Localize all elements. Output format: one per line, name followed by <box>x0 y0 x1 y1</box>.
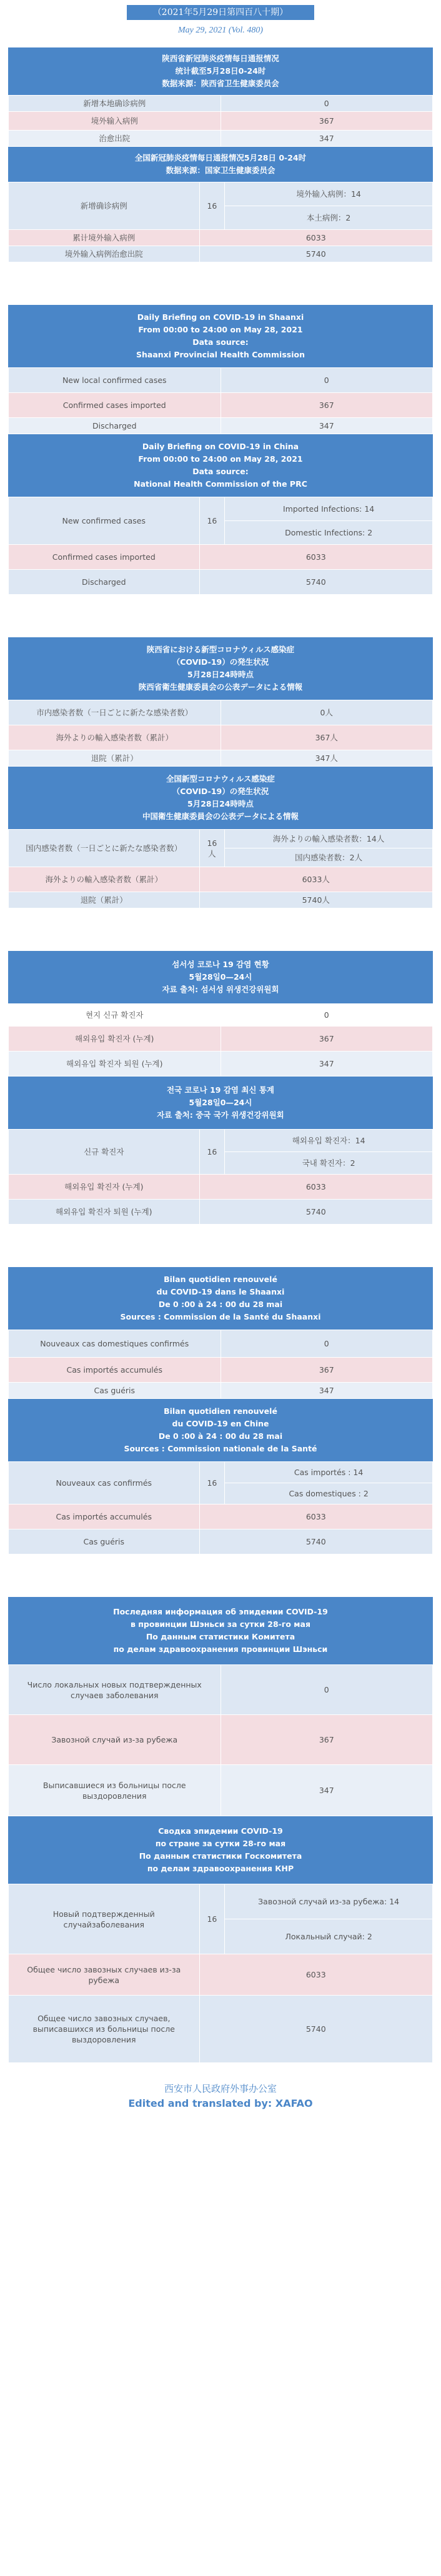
header-line: 数据来源：国家卫生健康委员会 <box>166 166 275 175</box>
domestic-infections: 국내 확진자：2 <box>225 1152 433 1175</box>
briefing-group-zh <box>8 47 433 262</box>
china-stats-table <box>8 829 433 908</box>
header-line: Sources : Commission de la Santé du Shaanxi <box>120 1312 321 1321</box>
row-value: 347 <box>220 131 433 147</box>
row-label: 新增本地确诊病例 <box>9 96 221 112</box>
row-label: 海外よりの輸入感染者数（累計） <box>9 725 221 750</box>
row-value: 367 <box>220 1358 433 1383</box>
new-cases-label: 国内感染者数（一日ごとに新たな感染者数） <box>9 830 200 867</box>
table-row <box>9 725 433 750</box>
row-value: 0人 <box>220 700 433 725</box>
header-line: 全国新型コロナウィルス感染症 <box>166 774 275 783</box>
table-row <box>9 393 433 418</box>
header-line: Sources : Commission nationale de la Santé <box>124 1444 317 1453</box>
imported-infections: Cas importés : 14 <box>225 1462 433 1483</box>
header-line: 陝西省における新型コロナウィルス感染症 <box>146 645 295 654</box>
table-row <box>9 1383 433 1399</box>
new-cases-label: New confirmed cases <box>9 497 200 545</box>
row-label: Discharged <box>9 570 200 595</box>
briefing-group-ru <box>8 1597 433 2063</box>
imported-infections: 海外よりの輸入感染者数：14人 <box>225 830 433 848</box>
shaanxi-stats-table <box>8 700 433 767</box>
row-label: Выписавшиеся из больницы после выздоровления <box>9 1765 221 1816</box>
row-value: 347 <box>220 1383 433 1399</box>
shaanxi-stats-table <box>8 1664 433 1816</box>
shaanxi-briefing-header <box>8 1267 433 1330</box>
china-stats-table <box>8 1884 433 2063</box>
header-line: （COVID-19）の発生状況 <box>172 787 269 796</box>
china-stats-table <box>8 1129 433 1225</box>
imported-infections: 境外输入病例：14 <box>225 182 433 206</box>
domestic-infections: Локальный случай: 2 <box>225 1919 433 1954</box>
table-row <box>9 830 433 848</box>
shaanxi-stats-table <box>8 1003 433 1077</box>
row-value: 367 <box>220 112 433 131</box>
table-row <box>9 1715 433 1765</box>
table-row <box>9 1884 433 1919</box>
header-line: по делам здравоохранения КНР <box>147 1864 294 1873</box>
table-row <box>9 246 433 262</box>
china-briefing-header <box>8 767 433 829</box>
header-line: по стране за сутки 28-го мая <box>155 1839 286 1848</box>
header-line: Shaanxi Provincial Health Commission <box>136 350 305 359</box>
new-cases-total: 16人 <box>199 830 225 867</box>
row-label: 해외유입 확진자 (누계) <box>9 1175 200 1200</box>
row-value: 6033 <box>199 1175 432 1200</box>
row-value: 367 <box>220 1027 433 1052</box>
header-line: Последняя информация об эпидемии COVID-19 <box>113 1607 328 1616</box>
new-cases-total: 16 <box>199 497 225 545</box>
table-row <box>9 1665 433 1715</box>
row-label: Общее число завозных случаев, выписавшихся из больницы после выздоровления <box>9 1996 200 2063</box>
row-label: 해외유입 확진자 퇴원 (누계) <box>9 1052 221 1077</box>
header-line: 5月28日24時時点 <box>187 799 254 808</box>
header-line: （COVID-19）の発生状況 <box>172 657 269 667</box>
table-row <box>9 112 433 131</box>
china-stats-table <box>8 497 433 595</box>
shaanxi-briefing-header <box>8 637 433 700</box>
header-line: Data source: <box>192 337 249 347</box>
row-label: 退院（累計） <box>9 750 221 767</box>
domestic-infections: 本土病例：2 <box>225 206 433 230</box>
row-label: 해외유입 확진자 퇴원 (누계) <box>9 1200 200 1225</box>
row-value: 6033 <box>199 230 432 246</box>
header-line: 자료 출처: 중국 국가 위생건강위원회 <box>157 1110 284 1120</box>
new-cases-label: 신규 확진자 <box>9 1130 200 1175</box>
new-cases-label: 新增确诊病例 <box>9 182 200 230</box>
domestic-infections: Domestic Infections: 2 <box>225 521 433 545</box>
table-row <box>9 1052 433 1077</box>
new-cases-label: Новый подтвержденный случайзаболевания <box>9 1884 200 1954</box>
shaanxi-briefing-header <box>8 47 433 95</box>
header-line: Data source: <box>192 467 249 476</box>
table-row <box>9 497 433 521</box>
row-value: 347人 <box>220 750 433 767</box>
row-label: 境外输入病例治愈出院 <box>9 246 200 262</box>
row-value: 367 <box>220 1715 433 1765</box>
header-line: по делам здравоохранения провинции Шэньси <box>113 1644 328 1654</box>
table-row <box>9 96 433 112</box>
header-line: По данным статистики Госкомитета <box>139 1851 302 1861</box>
row-label: 退院（累計） <box>9 892 200 908</box>
row-value: 6033 <box>199 1504 432 1529</box>
briefing-group-en <box>8 305 433 595</box>
domestic-infections: Cas domestiques : 2 <box>225 1483 433 1504</box>
row-value: 347 <box>220 418 433 434</box>
header-line: 陝西省衛生健康委員会の公表データによる情報 <box>138 682 303 692</box>
shaanxi-briefing-header <box>8 951 433 1003</box>
shaanxi-briefing-header <box>8 1597 433 1664</box>
domestic-infections: 国内感染者数：2人 <box>225 848 433 867</box>
shaanxi-stats-table <box>8 1330 433 1399</box>
row-label: 市内感染者数（一日ごとに新たな感染者数） <box>9 700 221 725</box>
row-label: 治愈出院 <box>9 131 221 147</box>
row-label: Cas guéris <box>9 1529 200 1554</box>
row-value: 367人 <box>220 725 433 750</box>
table-row <box>9 1330 433 1358</box>
row-label: Cas importés accumulés <box>9 1358 221 1383</box>
issue-badge: （2021年5月29日第四百八十期） <box>127 5 314 20</box>
shaanxi-stats-table <box>8 95 433 147</box>
china-briefing-header <box>8 147 433 182</box>
row-value: 367 <box>220 393 433 418</box>
row-label: Число локальных новых подтвержденных случаев заболевания <box>9 1665 221 1715</box>
briefing-group-ja <box>8 637 433 908</box>
office-name: 西安市人民政府外事办公室 <box>164 2083 277 2094</box>
table-row <box>9 1462 433 1483</box>
table-row <box>9 230 433 246</box>
table-row <box>9 867 433 892</box>
table-row <box>9 1765 433 1816</box>
row-label: 해외유입 확진자 (누계) <box>9 1027 221 1052</box>
header-line: From 00:00 to 24:00 on May 28, 2021 <box>138 325 303 334</box>
header-line: From 00:00 to 24:00 on May 28, 2021 <box>138 454 303 464</box>
header-line: По данным статистики Комитета <box>146 1632 295 1641</box>
row-value: 0 <box>220 368 433 393</box>
china-stats-table <box>8 182 433 262</box>
table-row <box>9 1996 433 2063</box>
row-label: Завозной случай из-за рубежа <box>9 1715 221 1765</box>
china-stats-table <box>8 1461 433 1554</box>
table-row <box>9 418 433 434</box>
briefing-group-fr <box>8 1267 433 1554</box>
table-row <box>9 570 433 595</box>
header-line: De 0 :00 à 24 : 00 du 28 mai <box>158 1431 283 1441</box>
row-value: 0 <box>220 1330 433 1358</box>
new-cases-label: Nouveaux cas confirmés <box>9 1462 200 1504</box>
table-row <box>9 1954 433 1996</box>
row-label: Cas importés accumulés <box>9 1504 200 1529</box>
header-line: 数据来源：陕西省卫生健康委员会 <box>162 79 279 88</box>
header-line: du COVID-19 dans le Shaanxi <box>156 1287 285 1296</box>
row-value: 5740 <box>199 570 432 595</box>
row-value: 5740 <box>199 1200 432 1225</box>
header-line: Bilan quotidien renouvelé <box>164 1275 277 1284</box>
shaanxi-briefing-header <box>8 305 433 367</box>
row-label: Общее число завозных случаев из-за рубежа <box>9 1954 200 1996</box>
table-row <box>9 131 433 147</box>
row-label: 累计境外输入病例 <box>9 230 200 246</box>
row-value: 5740 <box>199 246 432 262</box>
header-line: Daily Briefing on COVID-19 in Shaanxi <box>137 312 304 322</box>
shaanxi-stats-table <box>8 367 433 434</box>
table-row <box>9 1130 433 1152</box>
new-cases-total: 16 <box>199 1884 225 1954</box>
row-value: 5740 <box>199 1996 432 2063</box>
row-value: 0 <box>220 1004 433 1027</box>
table-row <box>9 892 433 908</box>
header-line: 统计截至5月28日0-24时 <box>175 66 266 76</box>
china-briefing-header <box>8 1399 433 1461</box>
header-line: 5月28日24時時点 <box>187 670 254 679</box>
header-line: 전국 코로나 19 감염 최신 통계 <box>167 1085 274 1095</box>
table-row <box>9 700 433 725</box>
row-value: 347 <box>220 1052 433 1077</box>
row-label: Nouveaux cas domestiques confirmés <box>9 1330 221 1358</box>
header-line: Сводка эпидемии COVID-19 <box>158 1826 283 1836</box>
row-label: 境外输入病例 <box>9 112 221 131</box>
table-row <box>9 368 433 393</box>
header-line: 섬서성 코로나 19 감염 현황 <box>172 960 269 969</box>
row-label: Confirmed cases imported <box>9 393 221 418</box>
table-row <box>9 1004 433 1027</box>
table-row <box>9 1200 433 1225</box>
header-line: 5월28일0—24시 <box>189 972 252 982</box>
new-cases-total: 16 <box>199 1130 225 1175</box>
table-row <box>9 1358 433 1383</box>
imported-infections: Imported Infections: 14 <box>225 497 433 521</box>
table-row <box>9 1027 433 1052</box>
header-line: du COVID-19 en Chine <box>172 1419 269 1428</box>
header-line: De 0 :00 à 24 : 00 du 28 mai <box>158 1300 283 1309</box>
row-value: 347 <box>220 1765 433 1816</box>
header-line: Bilan quotidien renouvelé <box>164 1406 277 1416</box>
new-cases-total: 16 <box>199 182 225 230</box>
header-line: National Health Commission of the PRC <box>134 479 307 489</box>
header-line: в провинции Шэньси за сутки 28-го мая <box>131 1619 310 1629</box>
china-briefing-header <box>8 434 433 497</box>
header-line: 자료 출처: 섬서성 위생건강위원회 <box>162 985 279 994</box>
row-value: 5740人 <box>199 892 432 908</box>
imported-infections: Завозной случай из-за рубежа: 14 <box>225 1884 433 1919</box>
row-value: 6033人 <box>199 867 432 892</box>
row-label: Confirmed cases imported <box>9 545 200 570</box>
row-value: 0 <box>220 1665 433 1715</box>
table-row <box>9 1175 433 1200</box>
table-row <box>9 545 433 570</box>
china-briefing-header <box>8 1077 433 1129</box>
table-row <box>9 182 433 206</box>
table-row <box>9 750 433 767</box>
row-label: Discharged <box>9 418 221 434</box>
imported-infections: 해외유입 확진자：14 <box>225 1130 433 1152</box>
header-line: 全国新冠肺炎疫情每日通报情况5月28日 0-24时 <box>134 153 307 162</box>
header-line: 5월28일0—24시 <box>189 1098 252 1107</box>
editor-credit: Edited and translated by: XAFAO <box>128 2097 313 2109</box>
new-cases-total: 16 <box>199 1462 225 1504</box>
row-value: 6033 <box>199 1954 432 1996</box>
row-value: 6033 <box>199 545 432 570</box>
table-row <box>9 1529 433 1554</box>
row-label: 현지 신규 확진자 <box>9 1004 221 1027</box>
china-briefing-header <box>8 1816 433 1884</box>
row-label: 海外よりの輸入感染者数（累計） <box>9 867 200 892</box>
row-label: New local confirmed cases <box>9 368 221 393</box>
row-value: 5740 <box>199 1529 432 1554</box>
briefing-group-ko <box>8 951 433 1225</box>
issue-date: May 29, 2021 (Vol. 480) <box>177 26 264 35</box>
row-label: Cas guéris <box>9 1383 221 1399</box>
header-line: 陕西省新冠肺炎疫情每日通报情况 <box>162 54 279 63</box>
row-value: 0 <box>220 96 433 112</box>
header-line: 中国衛生健康委員会の公表データによる情報 <box>142 812 299 821</box>
header-line: Daily Briefing on COVID-19 in China <box>142 442 299 451</box>
table-row <box>9 1504 433 1529</box>
